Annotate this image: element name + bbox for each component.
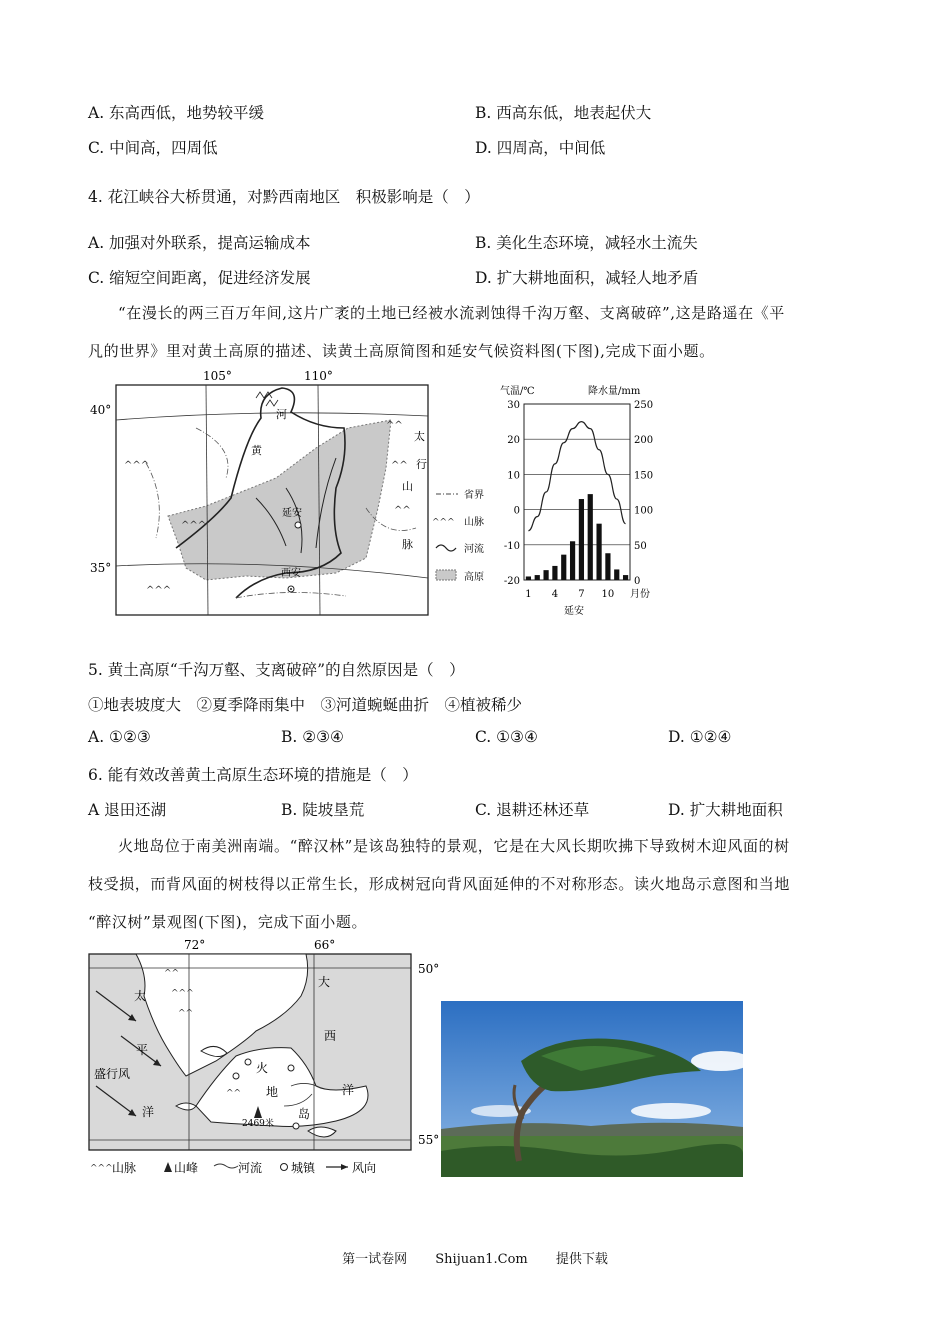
footer-note: 提供下载 — [555, 1252, 608, 1267]
q5-option-d: D. ①②④ — [668, 728, 732, 746]
precip-bar — [552, 566, 557, 580]
lat-40-label: 40° — [90, 403, 112, 417]
x-tick-label: 10 — [601, 589, 615, 600]
yanan-town — [295, 522, 301, 528]
q5-option-a: A. ①②③ — [88, 728, 151, 746]
left-tick-label: 30 — [507, 400, 520, 411]
loess-plateau-map — [86, 368, 486, 620]
q6-option-c: C. 退耕还林还草 — [475, 801, 590, 819]
climate-xunit: 月份 — [630, 589, 650, 600]
island-1: 火 — [256, 1061, 269, 1075]
climate-ylabel-right: 降水量/mm — [588, 386, 641, 397]
svg-text:^^: ^^ — [386, 420, 403, 431]
q5-option-b: B. ②③④ — [281, 728, 344, 746]
q3-option-b: B. 西高东低，地表起伏大 — [475, 104, 652, 122]
wind-label: 盛行风 — [94, 1067, 131, 1081]
precip-bar — [596, 524, 601, 580]
taihang-2: 行 — [416, 458, 427, 471]
atlantic-1: 大 — [318, 975, 331, 989]
legend-t-peak: 山峰 — [174, 1161, 199, 1175]
taihang-3: 山 — [402, 480, 413, 493]
temperature-line — [528, 422, 625, 531]
svg-text:^^^: ^^^ — [171, 989, 194, 999]
x-tick-label: 7 — [578, 589, 585, 600]
q6-option-b: B. 陡坡垦荒 — [281, 801, 365, 819]
river-label-huang: 黄 — [251, 444, 262, 457]
climate-ylabel-left: 气温/℃ — [500, 386, 535, 397]
precip-bar — [570, 541, 575, 580]
precip-bar — [526, 576, 531, 580]
yanan-climate-chart — [492, 378, 672, 623]
climate-plot-frame — [524, 404, 630, 580]
precip-bar — [623, 575, 628, 580]
q4-option-c: C. 缩短空间距离，促进经济发展 — [88, 269, 311, 287]
lon-72-label: 72° — [184, 938, 206, 952]
q5-items: ①地表坡度大 ②夏季降雨集中 ③河道蜿蜒曲折 ④植被稀少 — [88, 696, 523, 714]
x-tick-label: 4 — [551, 589, 559, 600]
svg-text:^^: ^^ — [391, 460, 408, 471]
legend-border: 省界 — [464, 490, 484, 501]
precip-bar — [588, 494, 593, 580]
city-label-xian: 西安 — [281, 568, 301, 579]
x-tick-label: 1 — [525, 589, 532, 600]
climate-station: 延安 — [564, 606, 584, 617]
taihang-4: 脉 — [402, 538, 413, 551]
q3-option-a: A. 东高西低，地势较平缓 — [88, 104, 265, 122]
q3-option-c: C. 中间高，四周低 — [88, 139, 218, 157]
svg-text:^^: ^^ — [178, 1009, 194, 1019]
passage1-line1: “在漫长的两三百万年间,这片广袤的土地已经被水流剥蚀得千沟万壑、支离破碎”,这是路遥在《平 — [118, 304, 785, 322]
island-3: 岛 — [298, 1107, 311, 1121]
legend-t-town: 城镇 — [291, 1161, 316, 1175]
q5-option-c: C. ①③④ — [475, 728, 538, 746]
left-tick-label: -20 — [503, 576, 520, 587]
pacific-1: 太 — [134, 989, 147, 1003]
legend-t-mountain: 山脉 — [112, 1161, 137, 1175]
taihang-1: 太 — [414, 430, 425, 443]
q4-option-b: B. 美化生态环境，减轻水土流失 — [475, 234, 698, 252]
q6-stem: 6. 能有效改善黄土高原生态环境的措施是（ ） — [88, 766, 418, 784]
atlantic-2: 西 — [324, 1029, 337, 1043]
q4-stem: 4. 花江峡谷大桥贯通，对黔西南地区 积极影响是（ ） — [88, 188, 480, 206]
lat-35-label: 35° — [90, 561, 112, 575]
svg-text:^^^: ^^^ — [90, 1164, 113, 1174]
precip-bar — [605, 553, 610, 580]
q6-option-d: D. 扩大耕地面积 — [668, 801, 783, 819]
lat-50-label: 50° — [418, 962, 440, 976]
left-tick-label: 0 — [513, 505, 520, 517]
precip-bar — [614, 569, 619, 580]
right-tick-label: 0 — [634, 576, 641, 587]
q4-option-a: A. 加强对外联系，提高运输成本 — [88, 234, 311, 252]
passage2-line1: 火地岛位于南美洲南端。“醉汉林”是该岛独特的景观，它是在大风长期吹拂下导致树木迎风面的树 — [118, 837, 790, 855]
island-2: 地 — [266, 1085, 279, 1099]
footer-domain: Shijuan1.Com — [435, 1252, 528, 1267]
legend-t-river: 河流 — [238, 1161, 263, 1175]
lon-66-label: 66° — [314, 938, 336, 952]
left-tick-label: 20 — [507, 435, 520, 447]
precip-bar — [579, 499, 584, 580]
q5-stem: 5. 黄土高原“千沟万壑、支离破碎”的自然原因是（ ） — [88, 661, 465, 679]
lon-110-label: 110° — [304, 369, 333, 383]
footer-site: 第一试卷网 — [342, 1252, 408, 1267]
drunken-tree-photo — [441, 1001, 743, 1177]
tierra-del-fuego-map — [86, 936, 446, 1180]
atlantic-3: 洋 — [342, 1083, 355, 1097]
legend-plateau: 高原 — [464, 572, 484, 583]
city-label-yanan: 延安 — [282, 508, 302, 519]
precip-bar — [543, 570, 548, 580]
right-tick-label: 250 — [634, 400, 654, 411]
right-tick-label: 50 — [634, 540, 647, 552]
svg-text:^^: ^^ — [394, 505, 411, 516]
legend-mountain: 山脉 — [464, 517, 484, 528]
svg-text:^^: ^^ — [164, 969, 180, 979]
river-label-he: 河 — [276, 408, 287, 421]
precip-bar — [561, 555, 566, 580]
q4-option-d: D. 扩大耕地面积，减轻人地矛盾 — [475, 269, 699, 287]
pacific-2: 平 — [136, 1043, 149, 1057]
svg-text:^^: ^^ — [226, 1089, 242, 1099]
svg-text:^^^: ^^^ — [432, 518, 455, 528]
page-footer — [0, 1248, 950, 1267]
left-tick-label: 10 — [507, 470, 520, 482]
legend-river: 河流 — [464, 544, 484, 555]
precip-bar — [535, 575, 540, 580]
passage1-line2: 凡的世界》里对黄土高原的描述、读黄土高原简图和延安气候资料图(下图),完成下面小题。 — [88, 342, 715, 360]
left-tick-label: -10 — [503, 540, 520, 552]
pacific-3: 洋 — [142, 1105, 155, 1119]
q3-option-d: D. 四周高，中间低 — [475, 139, 606, 157]
svg-text:^^^: ^^^ — [181, 520, 207, 531]
lon-105-label: 105° — [203, 369, 232, 383]
passage2-line3: “醉汉树”景观图(下图)，完成下面小题。 — [88, 913, 368, 931]
passage2-line2: 枝受损，而背风面的树枝得以正常生长，形成树冠向背风面延伸的不对称形态。读火地岛示意图和当地 — [88, 875, 791, 893]
legend-t-wind: 风向 — [352, 1161, 377, 1175]
right-tick-label: 100 — [634, 505, 654, 517]
right-tick-label: 200 — [634, 435, 654, 447]
svg-text:^^^: ^^^ — [146, 585, 172, 596]
svg-text:^^^: ^^^ — [124, 460, 150, 471]
peak-label: 2469米 — [242, 1119, 274, 1129]
right-tick-label: 150 — [634, 470, 654, 482]
lat-55-label: 55° — [418, 1133, 440, 1147]
q6-option-a: A 退田还湖 — [88, 801, 167, 819]
